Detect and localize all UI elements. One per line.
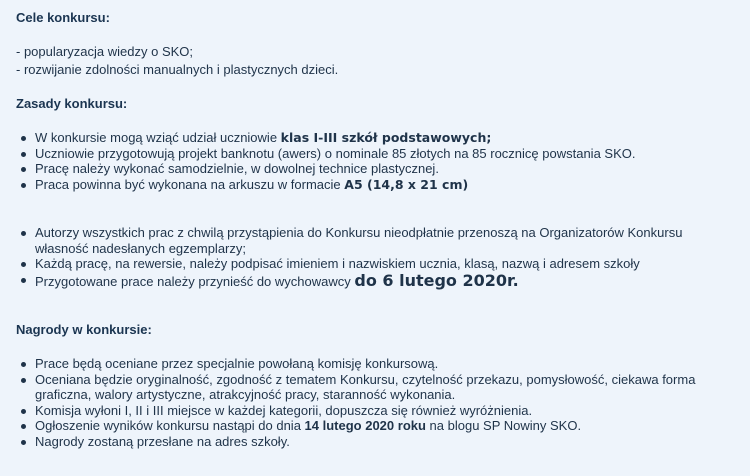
rules-item-4-text: Praca powinna być wykonana na arkuszu w formacie	[35, 176, 345, 192]
list-item: Pracę należy wykonać samodzielnie, w dowolnej technice plastycznej.	[18, 161, 738, 177]
goals-heading: Cele konkursu:	[16, 10, 110, 25]
awards-item-4-date: 14 lutego 2020 roku	[304, 418, 426, 433]
rules-item-1-text: W konkursie mogą wziąć udział uczniowie	[35, 130, 281, 145]
list-item	[18, 130, 738, 146]
list-item	[18, 272, 738, 291]
rules-item-4-bold: A5 (14,8 x 21 cm)	[344, 176, 469, 192]
awards-list	[18, 356, 738, 449]
goals-line-1: - popularyzacja wiedzy o SKO;	[16, 44, 194, 59]
awards-item-4-post: na blogu SP Nowiny SKO.	[425, 418, 582, 433]
list-item: Komisja wyłoni I, II i III miejsce w każdej kategorii, dopuszcza się również wyróżnienia.	[18, 403, 738, 419]
awards-heading: Nagrody w konkursie:	[16, 322, 152, 337]
rules-deadline-text: Przygotowane prace należy przynieść do wychowawcy	[35, 273, 355, 289]
list-item: Każdą pracę, na rewersie, należy podpisać imieniem i nazwiskiem ucznia, klasą, nazwą i adresem szkoły	[18, 256, 738, 272]
awards-item-4-text: Ogłoszenie wyników konkursu nastąpi do dnia	[35, 418, 305, 433]
goals-line-2: - rozwijanie zdolności manualnych i plastycznych dzieci.	[16, 62, 339, 77]
rules-list-1	[18, 130, 738, 192]
list-item: Autorzy wszystkich prac z chwilą przystąpienia do Konkursu nieodpłatnie przenoszą na Organizatorów Konkursu własność nadesłanych egzemplarzy;	[18, 225, 738, 256]
rules-deadline-date: do 6 lutego 2020r.	[354, 270, 519, 290]
list-item	[18, 177, 738, 193]
list-item: Uczniowie przygotowują projekt banknotu (awers) o nominale 85 złotych na 85 rocznicę powstania SKO.	[18, 146, 738, 162]
list-item	[18, 418, 738, 434]
rules-list-2	[18, 225, 738, 291]
list-item: Nagrody zostaną przesłane na adres szkoły.	[18, 434, 738, 450]
rules-item-1-bold: klas I-III szkół podstawowych;	[280, 130, 492, 145]
list-item: Oceniana będzie oryginalność, zgodność z tematem Konkursu, czytelność przekazu, pomysłowość, ciekawa forma graficzna, walory artystyczne, atrakcyjność pracy, staranność wykonania.	[18, 372, 738, 403]
list-item: Prace będą oceniane przez specjalnie powołaną komisję konkursową.	[18, 356, 738, 372]
rules-heading: Zasady konkursu:	[16, 96, 128, 111]
